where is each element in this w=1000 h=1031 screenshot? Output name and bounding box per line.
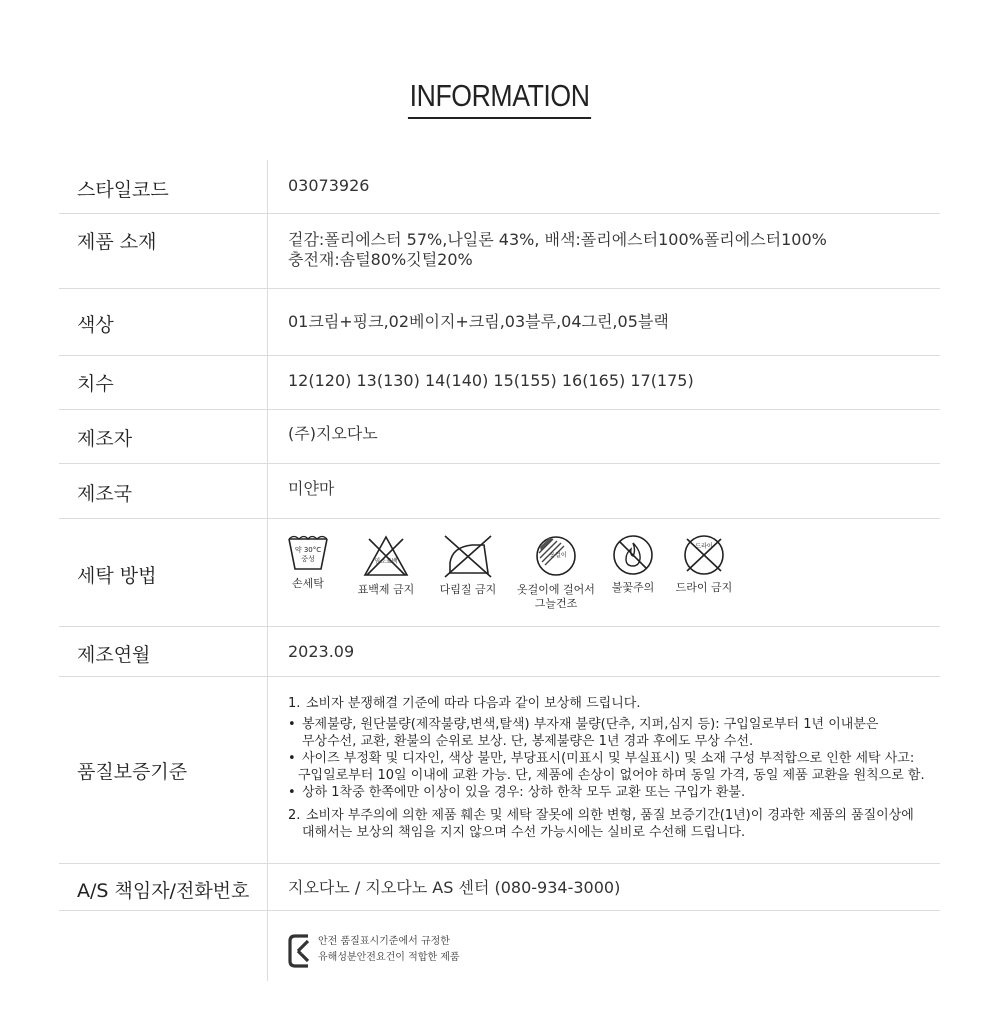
label-washing: 세탁 방법 — [77, 565, 157, 587]
label-style-code: 스타일코드 — [77, 179, 169, 201]
caption-no-bleach: 표백제 금지 — [357, 583, 415, 596]
shade-dry-hanging-icon — [533, 533, 579, 579]
column-divider — [267, 410, 268, 463]
material-line-1: 겉감:폴리에스터 57%,나일론 43%, 배색:폴리에스터100%폴리에스터100% — [288, 230, 827, 249]
material-line-2: 충전재:솜털80%깃털20% — [288, 250, 473, 269]
no-iron-item — [433, 533, 503, 597]
caption-no-iron: 다림질 금지 — [439, 583, 497, 596]
label-date: 제조연월 — [77, 644, 151, 666]
label-quality: 품질보증기준 — [77, 761, 188, 783]
quality-bullet-3: • 상하 1착중 한쪽에만 이상이 있을 경우: 상하 한착 모두 교환 또는 구입가 환불. — [288, 785, 746, 800]
row-date — [59, 627, 940, 677]
row-color — [59, 289, 940, 356]
quality-text — [288, 695, 938, 841]
kc-mark-icon — [288, 933, 314, 969]
caption-hand-wash: 손세탁 — [292, 577, 324, 590]
value-as: 지오다노 / 지오다노 AS 센터 (080-934-3000) — [288, 878, 621, 897]
row-country — [59, 464, 940, 519]
row-material — [59, 214, 940, 289]
quality-bullet-1: • 봉제불량, 원단불량(제작불량,변색,탈색) 부자재 불량(단추, 지퍼,심지 등): 구입일로부터 1년 이내분은 무상수선, 교환, 환불의 순위로 보상. 단, 봉제불량은 1년 경과 후에도 무상 수선. — [288, 717, 879, 749]
value-size: 12(120) 13(130) 14(140) 15(155) 16(165) 17(175) — [288, 371, 694, 390]
quality-item-1: 1. 소비자 분쟁해결 기준에 따라 다음과 같이 보상해 드립니다. — [288, 696, 641, 711]
row-kc — [59, 911, 940, 981]
row-maker — [59, 410, 940, 464]
label-color: 색상 — [77, 314, 114, 336]
value-date: 2023.09 — [288, 642, 355, 661]
no-dry-clean-item — [669, 533, 739, 595]
column-divider — [267, 160, 268, 213]
page-title: INFORMATION — [408, 78, 591, 119]
row-style-code — [59, 160, 940, 214]
value-maker: (주)지오다노 — [288, 424, 378, 443]
caption-fire-caution: 불꽃주의 — [611, 581, 655, 594]
column-divider — [267, 289, 268, 355]
svg-text:염소표백: 염소표백 — [374, 558, 398, 565]
column-divider — [267, 464, 268, 518]
fire-caution-item — [608, 533, 658, 595]
washing-icons — [283, 533, 743, 623]
svg-text:약 30°C: 약 30°C — [294, 546, 322, 554]
kc-certification — [288, 933, 460, 973]
fire-caution-icon — [611, 533, 655, 577]
row-washing — [59, 519, 940, 627]
caption-shade-dry-2: 그늘건조 — [534, 597, 578, 610]
value-color: 01크림+핑크,02베이지+크림,03블루,04그린,05블랙 — [288, 312, 669, 331]
value-material — [288, 230, 827, 270]
quality-item-2: 2. 소비자 부주의에 의한 제품 훼손 및 세탁 잘못에 의한 변형, 품질 보증기간(1년)이 경과한 제품의 품질이상에 대해서는 보상의 책임을 지지 않으며 수선 가능시에는 실비로 수선해 드립니다. — [288, 808, 914, 840]
no-iron-icon — [442, 533, 494, 579]
column-divider — [267, 911, 268, 981]
hand-wash-icon — [286, 533, 330, 573]
column-divider — [267, 627, 268, 676]
label-material: 제품 소재 — [77, 231, 157, 253]
row-quality — [59, 677, 940, 864]
kc-text: 안전 품질표시기준에서 규정한 유해성분안전요건이 적합한 제품 — [318, 936, 460, 963]
row-as — [59, 864, 940, 911]
hand-wash-item — [283, 533, 333, 591]
svg-text:중성: 중성 — [301, 555, 315, 563]
value-country: 미얀마 — [288, 479, 335, 498]
quality-bullet-2: • 사이즈 부정확 및 디자인, 색상 불만, 부당표시(미표시 및 부실표시) 및 소재 구성 부적합으로 인한 세탁 사고: 구입일로부터 10일 이내에 교환 가능. 단, 제품에 손상이 없어야 하며 동일 가격, 동일 제품 교환을 원칙으로 함. — [288, 751, 925, 783]
row-size — [59, 356, 940, 410]
column-divider — [267, 677, 268, 863]
label-country: 제조국 — [77, 483, 133, 505]
column-divider — [267, 864, 268, 910]
svg-text:KC: KC — [301, 954, 303, 955]
column-divider — [267, 519, 268, 626]
label-maker: 제조자 — [77, 428, 133, 450]
svg-text:옷걸이: 옷걸이 — [549, 552, 567, 559]
column-divider — [267, 214, 268, 288]
label-size: 치수 — [77, 373, 114, 395]
column-divider — [267, 356, 268, 409]
svg-text:드라이: 드라이 — [695, 543, 713, 550]
no-dry-clean-icon — [681, 533, 727, 577]
shade-dry-item — [511, 533, 601, 611]
caption-shade-dry-1: 옷걸이에 걸어서 — [517, 583, 595, 596]
label-as: A/S 책임자/전화번호 — [77, 880, 250, 902]
page-header — [0, 78, 1000, 119]
no-bleach-item — [351, 533, 421, 597]
no-bleach-icon — [361, 533, 411, 579]
product-info-table — [59, 160, 940, 981]
value-style-code: 03073926 — [288, 176, 370, 195]
caption-no-dry-clean: 드라이 금지 — [675, 581, 733, 594]
